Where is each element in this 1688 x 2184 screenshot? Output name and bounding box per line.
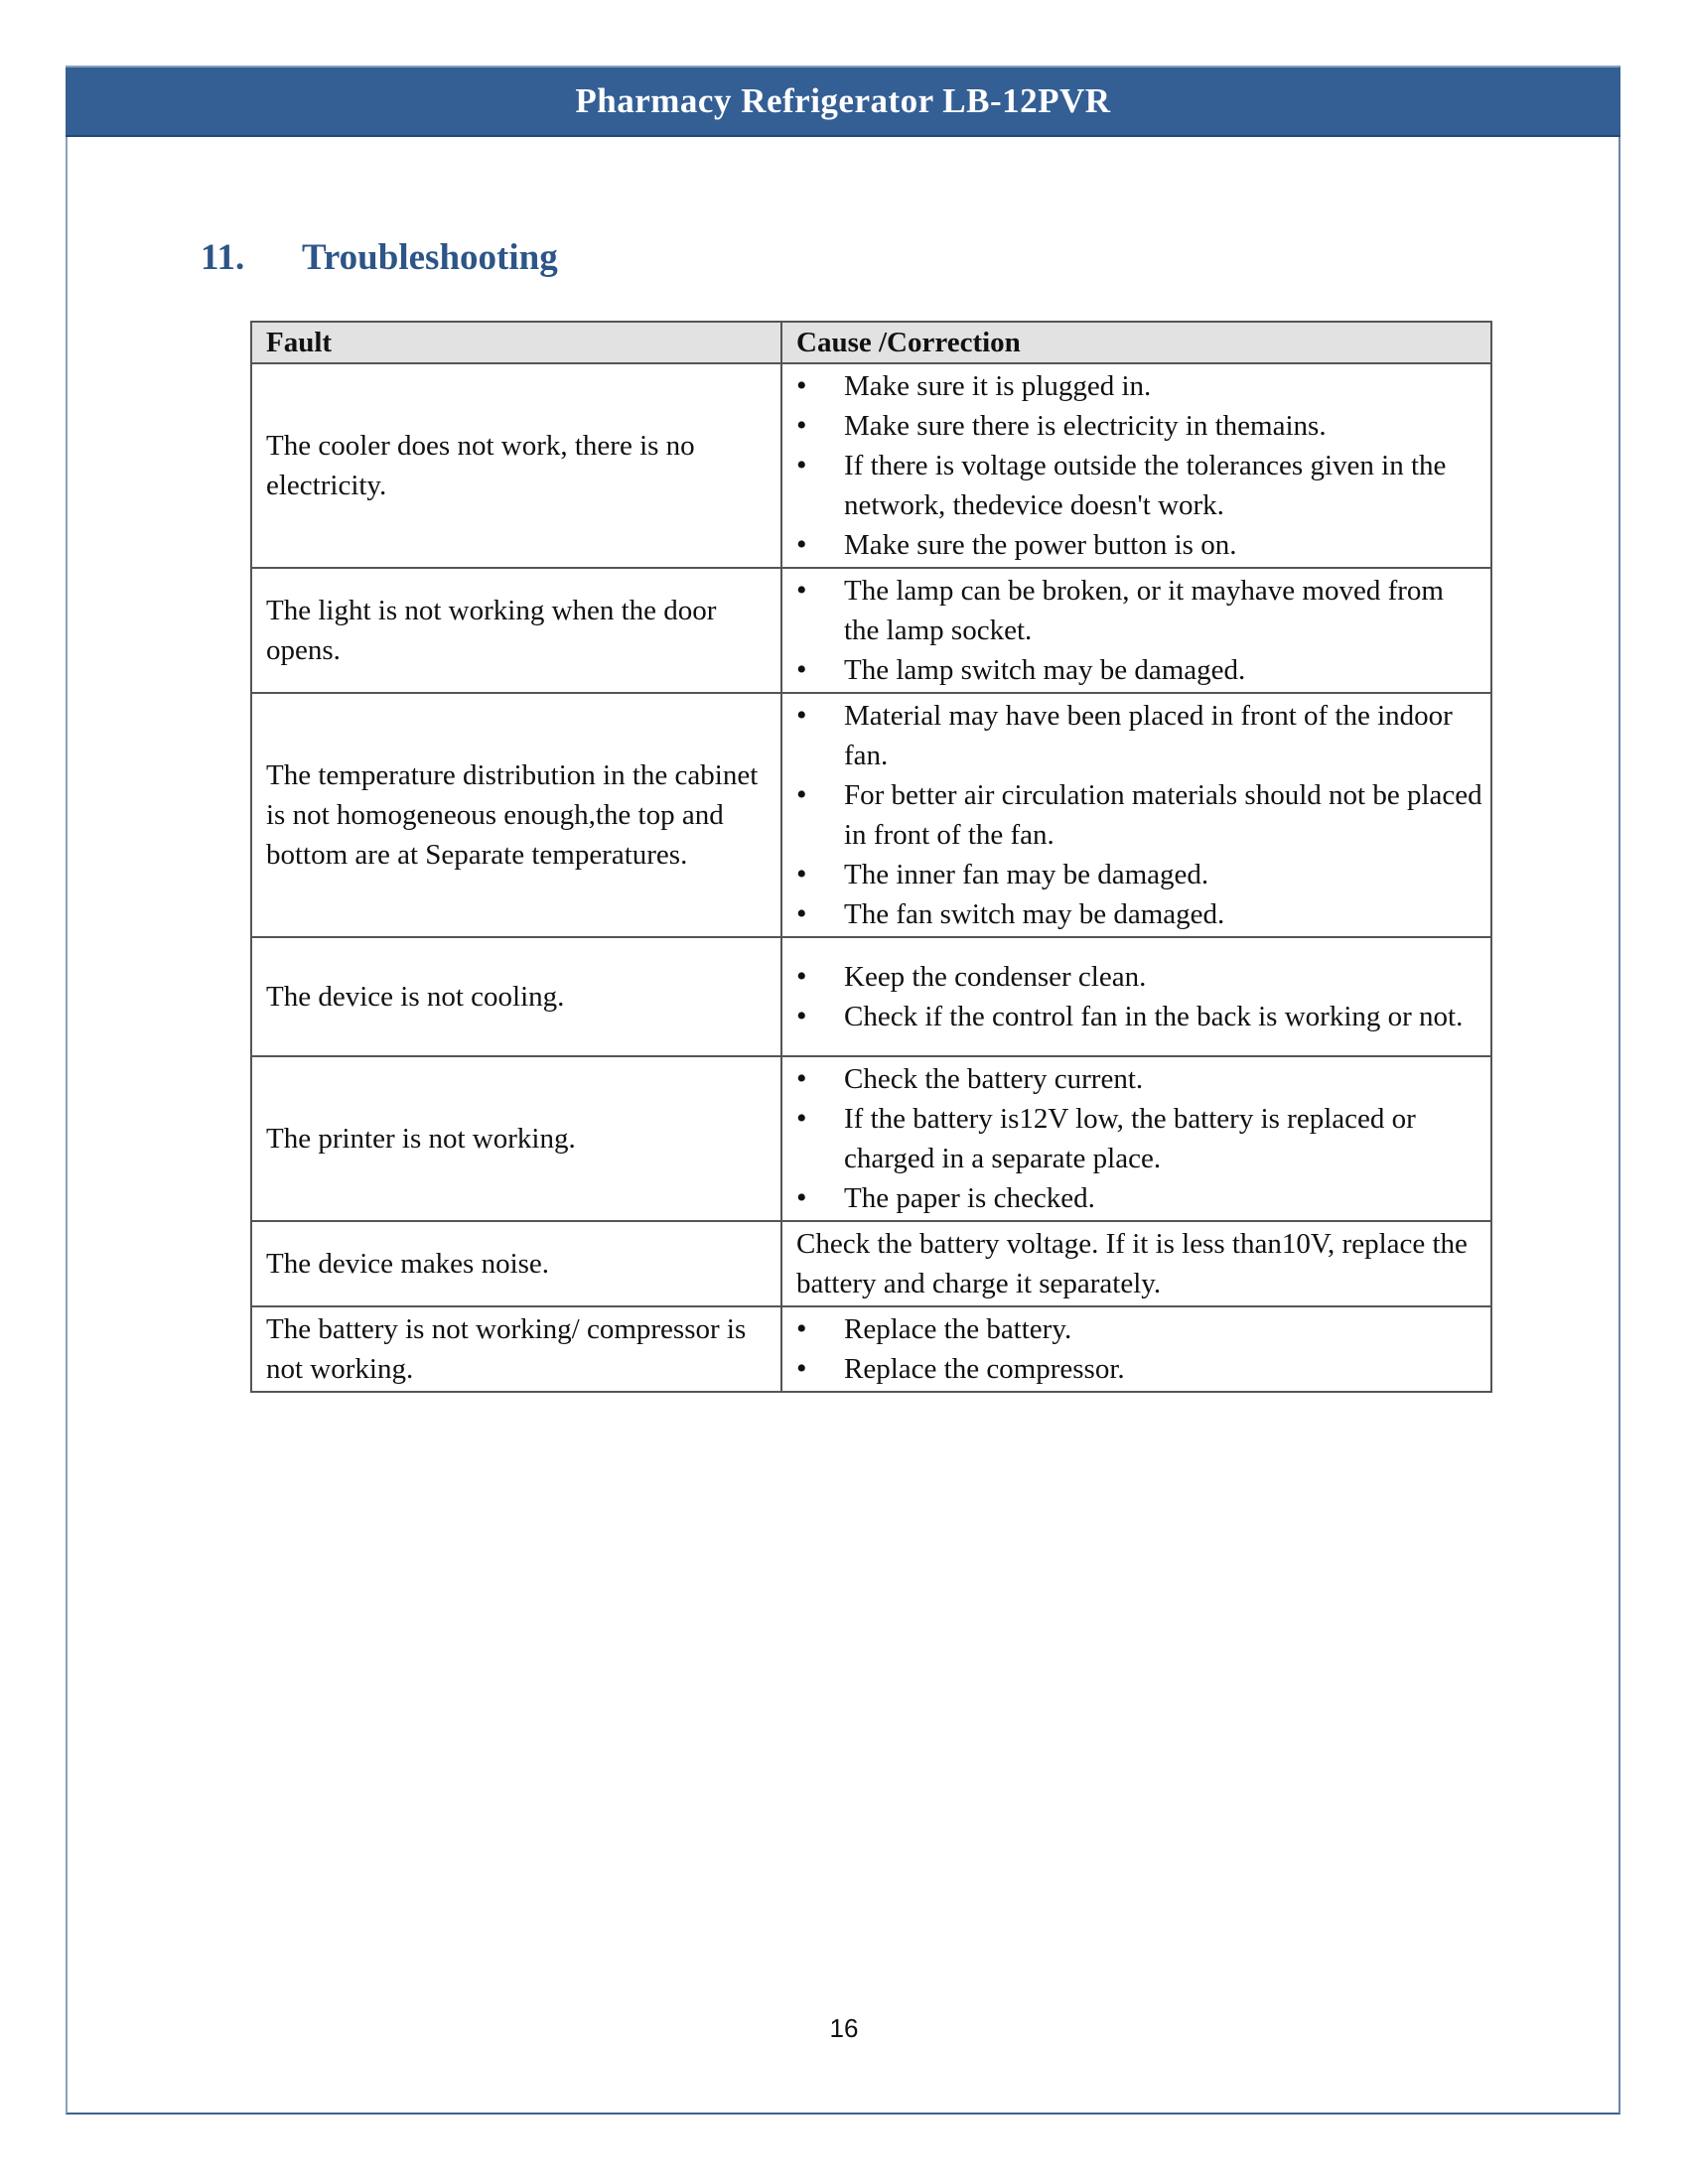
list-item: • The paper is checked. — [794, 1178, 1482, 1218]
cause-cell — [781, 1306, 1491, 1392]
cause-cell — [781, 363, 1491, 568]
fault-cell: The printer is not working. — [251, 1056, 781, 1221]
list-item: • The fan switch may be damaged. — [794, 894, 1482, 934]
fault-cell: The device is not cooling. — [251, 937, 781, 1056]
cause-cell — [781, 937, 1491, 1056]
list-item: • For better air circulation materials should not be placed in front of the fan. — [794, 775, 1482, 855]
header-title: Pharmacy Refrigerator LB-12PVR — [575, 81, 1111, 120]
cause-list — [794, 571, 1482, 690]
fault-cell: The light is not working when the door opens. — [251, 568, 781, 693]
table-row — [251, 937, 1491, 1056]
troubleshooting-table — [250, 321, 1492, 1393]
fault-cell: The cooler does not work, there is no electricity. — [251, 363, 781, 568]
correction-cell — [781, 1221, 1491, 1306]
table-row — [251, 1056, 1491, 1221]
correction-text: Check the battery voltage. If it is less than10V, replace the battery and charge it separately. — [796, 1228, 1468, 1299]
fault-cell: The battery is not working/ compressor is not working. — [251, 1306, 781, 1392]
cause-list — [794, 957, 1482, 1036]
page-number: 16 — [829, 2013, 859, 2043]
list-item: • If there is voltage outside the tolerances given in the network, thedevice doesn't work. — [794, 446, 1482, 525]
list-item: • Replace the compressor. — [794, 1349, 1482, 1389]
table-row — [251, 1306, 1491, 1392]
list-item: • The lamp switch may be damaged. — [794, 650, 1482, 690]
list-item: • The lamp can be broken, or it mayhave moved from the lamp socket. — [794, 571, 1482, 650]
list-item: • The inner fan may be damaged. — [794, 855, 1482, 894]
list-item: • If the battery is12V low, the battery is replaced or charged in a separate place. — [794, 1099, 1482, 1178]
section-title: Troubleshooting — [302, 237, 558, 278]
table-row — [251, 568, 1491, 693]
cause-cell — [781, 693, 1491, 937]
table-row — [251, 1221, 1491, 1306]
section-number: 11. — [201, 237, 245, 278]
list-item: • Material may have been placed in front of the indoor fan. — [794, 696, 1482, 775]
fault-cell: The device makes noise. — [251, 1221, 781, 1306]
list-item: • Replace the battery. — [794, 1309, 1482, 1349]
cause-cell — [781, 568, 1491, 693]
cause-list — [794, 1059, 1482, 1218]
list-item: • Keep the condenser clean. — [794, 957, 1482, 997]
header-fault: Fault — [251, 322, 781, 363]
header-cause-correction: Cause /Correction — [781, 322, 1491, 363]
table-header-row — [251, 322, 1491, 363]
table-row — [251, 693, 1491, 937]
cause-list — [794, 1309, 1482, 1389]
header-banner — [66, 68, 1620, 137]
section-heading — [201, 236, 558, 279]
list-item: • Make sure it is plugged in. — [794, 366, 1482, 406]
list-item: • Check the battery current. — [794, 1059, 1482, 1099]
cause-cell — [781, 1056, 1491, 1221]
cause-list — [794, 366, 1482, 565]
cause-list — [794, 696, 1482, 934]
list-item: • Check if the control fan in the back is working or not. — [794, 997, 1482, 1036]
fault-cell: The temperature distribution in the cabinet is not homogeneous enough,the top and bottom are at Separate temperatures. — [251, 693, 781, 937]
list-item: • Make sure the power button is on. — [794, 525, 1482, 565]
table-row — [251, 363, 1491, 568]
list-item: • Make sure there is electricity in themains. — [794, 406, 1482, 446]
